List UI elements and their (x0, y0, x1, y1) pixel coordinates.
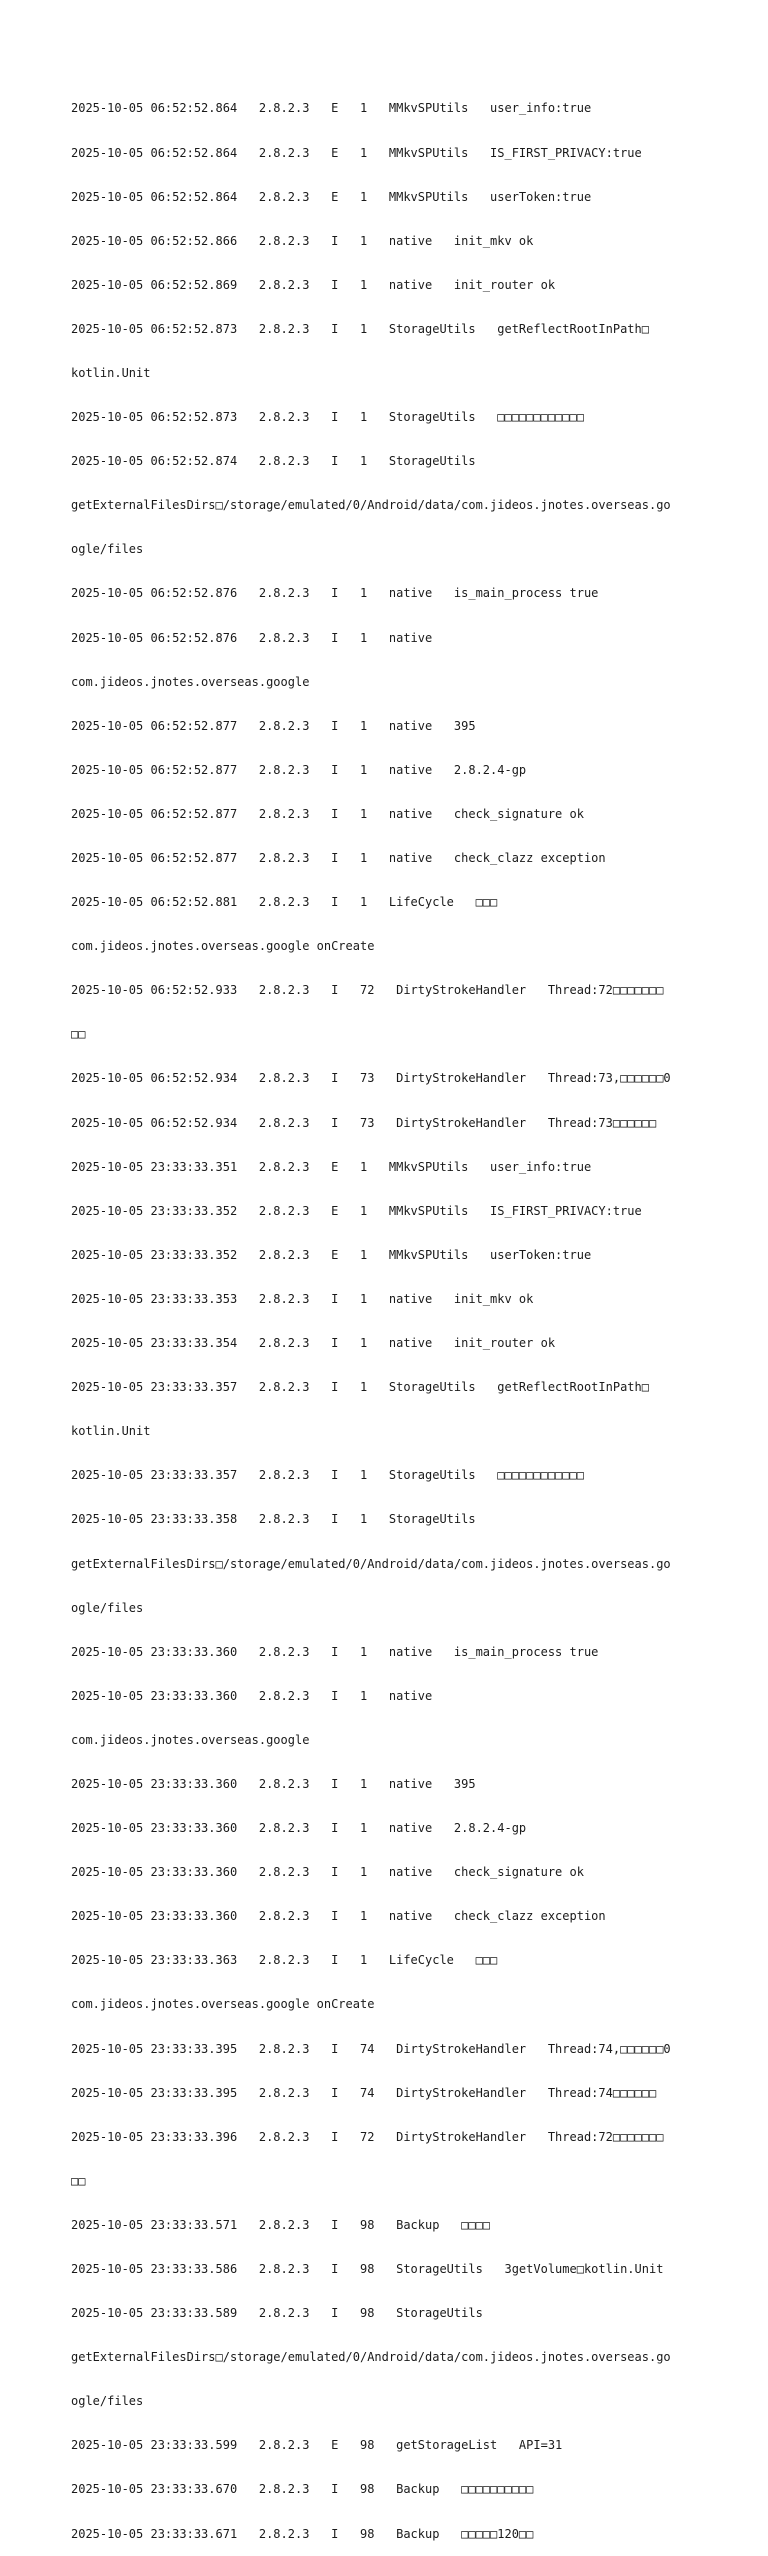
log-line: 2025-10-05 23:33:33.353 2.8.2.3 I 1 native init_mkv ok (71, 1291, 534, 1306)
log-line: 2025-10-05 23:33:33.395 2.8.2.3 I 74 DirtyStrokeHandler Thread:74,□□□□□□0 (71, 2041, 671, 2056)
log-line: com.jideos.jnotes.overseas.google onCreate (71, 939, 375, 954)
log-line: 2025-10-05 23:33:33.357 2.8.2.3 I 1 StorageUtils getReflectRootInPath□ (71, 1380, 649, 1395)
log-line: 2025-10-05 06:52:52.877 2.8.2.3 I 1 native check_signature ok (71, 806, 584, 821)
log-line: kotlin.Unit (71, 1424, 151, 1439)
log-line: □□ (71, 1027, 86, 1042)
log-line: 2025-10-05 23:33:33.363 2.8.2.3 I 1 LifeCycle □□□ (71, 1953, 498, 1968)
log-line: 2025-10-05 06:52:52.934 2.8.2.3 I 73 DirtyStrokeHandler Thread:73□□□□□□ (71, 1115, 657, 1130)
log-line: 2025-10-05 23:33:33.360 2.8.2.3 I 1 native is_main_process true (71, 1644, 599, 1659)
log-line: 2025-10-05 06:52:52.864 2.8.2.3 E 1 MMkvSPUtils IS_FIRST_PRIVACY:true (71, 145, 642, 160)
log-text (71, 72, 711, 2556)
log-line: 2025-10-05 23:33:33.360 2.8.2.3 I 1 native check_clazz exception (71, 1909, 606, 1924)
log-line: kotlin.Unit (71, 365, 151, 380)
log-line: 2025-10-05 23:33:33.357 2.8.2.3 I 1 StorageUtils □□□□□□□□□□□□ (71, 1468, 584, 1483)
log-line: ogle/files (71, 1600, 144, 1615)
log-line: 2025-10-05 23:33:33.360 2.8.2.3 I 1 native (71, 1688, 433, 1703)
log-line: 2025-10-05 06:52:52.866 2.8.2.3 I 1 native init_mkv ok (71, 233, 534, 248)
log-line: 2025-10-05 06:52:52.934 2.8.2.3 I 73 DirtyStrokeHandler Thread:73,□□□□□□0 (71, 1071, 671, 1086)
log-line: 2025-10-05 23:33:33.352 2.8.2.3 E 1 MMkvSPUtils userToken:true (71, 1247, 592, 1262)
log-line: 2025-10-05 23:33:33.396 2.8.2.3 I 72 DirtyStrokeHandler Thread:72□□□□□□□ (71, 2129, 664, 2144)
log-line: 2025-10-05 06:52:52.864 2.8.2.3 E 1 MMkvSPUtils userToken:true (71, 189, 592, 204)
log-line: 2025-10-05 23:33:33.670 2.8.2.3 I 98 Backup □□□□□□□□□□ (71, 2482, 534, 2497)
log-line: 2025-10-05 23:33:33.671 2.8.2.3 I 98 Backup □□□□□120□□ (71, 2526, 534, 2541)
log-line: 2025-10-05 23:33:33.354 2.8.2.3 I 1 native init_router ok (71, 1336, 556, 1351)
log-line: 2025-10-05 06:52:52.876 2.8.2.3 I 1 native is_main_process true (71, 586, 599, 601)
log-line: ogle/files (71, 2394, 144, 2409)
log-line: 2025-10-05 23:33:33.360 2.8.2.3 I 1 native 2.8.2.4-gp (71, 1821, 527, 1836)
log-line: 2025-10-05 06:52:52.933 2.8.2.3 I 72 DirtyStrokeHandler Thread:72□□□□□□□ (71, 983, 664, 998)
log-line: com.jideos.jnotes.overseas.google onCreate (71, 1997, 375, 2012)
log-line: 2025-10-05 23:33:33.586 2.8.2.3 I 98 StorageUtils 3getVolume□kotlin.Unit (71, 2262, 664, 2276)
log-line: 2025-10-05 23:33:33.571 2.8.2.3 I 98 Backup □□□□ (71, 2217, 491, 2232)
log-line: 2025-10-05 06:52:52.873 2.8.2.3 I 1 StorageUtils getReflectRootInPath□ (71, 321, 649, 336)
log-line: 2025-10-05 23:33:33.599 2.8.2.3 E 98 getStorageList API=31 (71, 2438, 563, 2453)
log-line: 2025-10-05 06:52:52.877 2.8.2.3 I 1 native check_clazz exception (71, 851, 606, 865)
log-line: 2025-10-05 06:52:52.869 2.8.2.3 I 1 native init_router ok (71, 277, 556, 292)
log-line: 2025-10-05 06:52:52.881 2.8.2.3 I 1 LifeCycle □□□ (71, 895, 498, 910)
log-line: 2025-10-05 06:52:52.873 2.8.2.3 I 1 StorageUtils □□□□□□□□□□□□ (71, 410, 584, 425)
log-line: getExternalFilesDirs□/storage/emulated/0/Android/data/com.jideos.jnotes.overseas.go (71, 1556, 671, 1571)
log-line: 2025-10-05 06:52:52.876 2.8.2.3 I 1 native (71, 630, 433, 645)
log-line: □□ (71, 2173, 86, 2188)
log-line: 2025-10-05 06:52:52.877 2.8.2.3 I 1 native 395 (71, 718, 476, 733)
log-line: 2025-10-05 06:52:52.877 2.8.2.3 I 1 native 2.8.2.4-gp (71, 762, 527, 777)
log-line: ogle/files (71, 542, 144, 557)
log-line: com.jideos.jnotes.overseas.google (71, 674, 310, 689)
log-line: 2025-10-05 23:33:33.589 2.8.2.3 I 98 StorageUtils (71, 2306, 483, 2321)
log-line: 2025-10-05 06:52:52.864 2.8.2.3 E 1 MMkvSPUtils user_info:true (71, 101, 592, 116)
log-line: getExternalFilesDirs□/storage/emulated/0/Android/data/com.jideos.jnotes.overseas.go (71, 2350, 671, 2365)
log-line: 2025-10-05 23:33:33.360 2.8.2.3 I 1 native 395 (71, 1776, 476, 1791)
log-line: getExternalFilesDirs□/storage/emulated/0/Android/data/com.jideos.jnotes.overseas.go (71, 498, 671, 513)
log-line: 2025-10-05 23:33:33.351 2.8.2.3 E 1 MMkvSPUtils user_info:true (71, 1159, 592, 1174)
log-line: 2025-10-05 06:52:52.874 2.8.2.3 I 1 StorageUtils (71, 454, 476, 469)
log-line: 2025-10-05 23:33:33.360 2.8.2.3 I 1 native check_signature ok (71, 1865, 584, 1880)
log-line: 2025-10-05 23:33:33.352 2.8.2.3 E 1 MMkvSPUtils IS_FIRST_PRIVACY:true (71, 1203, 642, 1218)
log-line: 2025-10-05 23:33:33.395 2.8.2.3 I 74 DirtyStrokeHandler Thread:74□□□□□□ (71, 2085, 657, 2100)
log-line: 2025-10-05 23:33:33.358 2.8.2.3 I 1 StorageUtils (71, 1512, 476, 1527)
log-line: com.jideos.jnotes.overseas.google (71, 1732, 310, 1747)
